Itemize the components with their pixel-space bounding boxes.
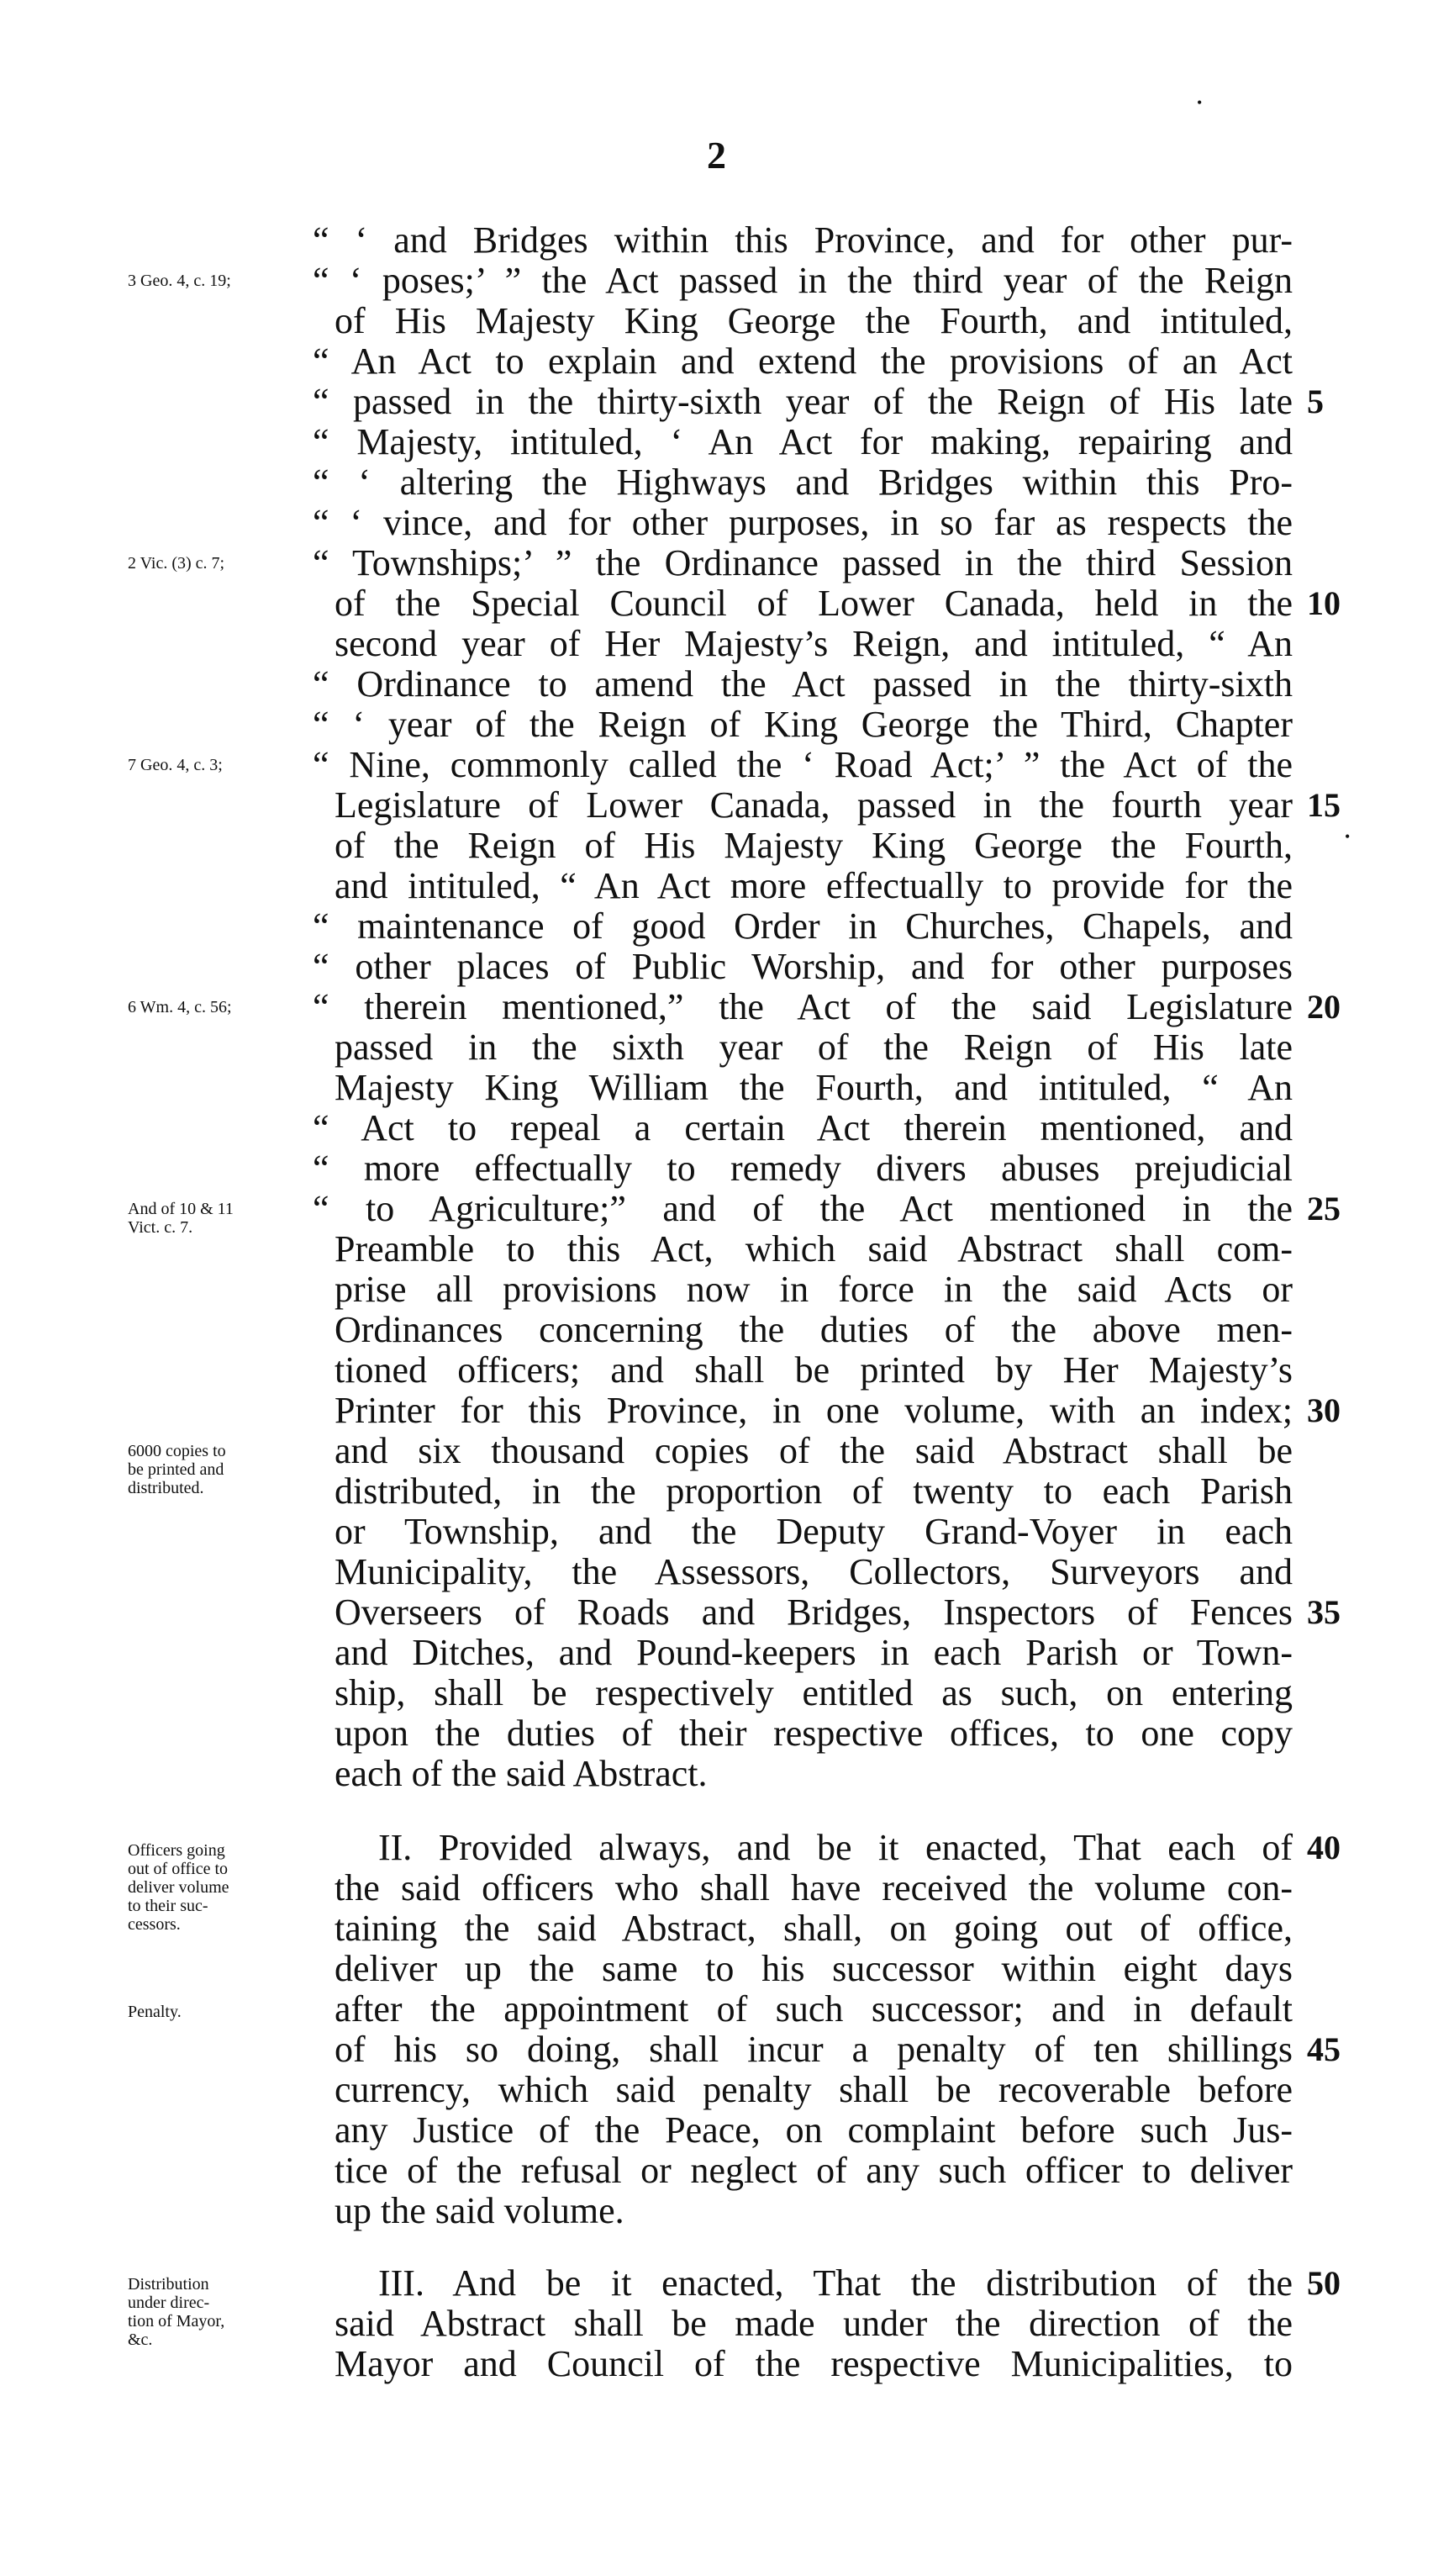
margin-note: And of 10 & 11 Vict. c. 7.: [128, 1200, 234, 1237]
line-number: 15: [1307, 786, 1341, 824]
text-line: the said officers who shall have received the volume con-: [335, 1867, 1293, 1908]
text-line: “ ‘ poses;’ ” the Act passed in the third year of the Reign: [313, 260, 1293, 301]
text-line: tioned officers; and shall be printed by Her Majesty’s: [335, 1349, 1293, 1391]
margin-note: 6 Wm. 4, c. 56;: [128, 998, 232, 1016]
text-line: Majesty King William the Fourth, and intituled, “ An: [335, 1067, 1293, 1108]
text-line: Municipality, the Assessors, Collectors, Surveyors and: [335, 1551, 1293, 1592]
text-line: “ ‘ vince, and for other purposes, in so far as respects the: [313, 502, 1293, 543]
line-number: 40: [1307, 1829, 1341, 1866]
page-number: 2: [707, 134, 726, 177]
text-line: “ ‘ and Bridges within this Province, and for other pur-: [313, 219, 1293, 261]
text-line: “ maintenance of good Order in Churches, Chapels, and: [313, 905, 1293, 947]
margin-note: Officers going out of office to deliver volume to their suc- cessors.: [128, 1841, 229, 1934]
text-line: after the appointment of such successor; and in default: [335, 1988, 1293, 2030]
text-line: Preamble to this Act, which said Abstract shall com-: [335, 1228, 1293, 1270]
section-heading-line: II. Provided always, and be it enacted, That each of: [378, 1827, 1293, 1868]
text-line: or Township, and the Deputy Grand-Voyer in each: [335, 1511, 1293, 1552]
text-line: “ to Agriculture;” and of the Act mentioned in the: [313, 1188, 1293, 1229]
text-line: of the Special Council of Lower Canada, held in the: [335, 583, 1293, 624]
text-line: deliver up the same to his successor within eight days: [335, 1948, 1293, 1989]
text-line: “ passed in the thirty-sixth year of the Reign of His late: [313, 381, 1293, 422]
line-number: 45: [1307, 2030, 1341, 2068]
margin-note: Distribution under direc- tion of Mayor, &c.: [128, 2275, 225, 2349]
text-line: Legislature of Lower Canada, passed in the fourth year: [335, 784, 1293, 826]
text-line: of the Reign of His Majesty King George the Fourth,: [335, 825, 1293, 866]
text-line: “ therein mentioned,” the Act of the said Legislature: [313, 986, 1293, 1027]
text-line: “ Townships;’ ” the Ordinance passed in the third Session: [313, 542, 1293, 583]
text-line: second year of Her Majesty’s Reign, and intituled, “ An: [335, 623, 1293, 664]
margin-note: 6000 copies to be printed and distributed.: [128, 1442, 226, 1497]
text-line: Printer for this Province, in one volume, with an index;: [335, 1390, 1293, 1431]
print-speck: •: [1345, 828, 1351, 845]
section-heading-line: III. And be it enacted, That the distribution of the: [378, 2262, 1293, 2304]
text-line: “ An Act to explain and extend the provisions of an Act: [313, 340, 1293, 382]
text-line: and Ditches, and Pound-keepers in each Parish or Town-: [335, 1632, 1293, 1673]
text-line: ship, shall be respectively entitled as such, on entering: [335, 1672, 1293, 1713]
text-line: “ ‘ year of the Reign of King George the Third, Chapter: [313, 704, 1293, 745]
margin-note: Penalty.: [128, 2003, 182, 2021]
print-speck: •: [1197, 94, 1203, 111]
text-line: currency, which said penalty shall be recoverable before: [335, 2069, 1293, 2110]
text-line: “ Nine, commonly called the ‘ Road Act;’ ” the Act of the: [313, 744, 1293, 785]
text-line: “ ‘ altering the Highways and Bridges within this Pro-: [313, 462, 1293, 503]
line-number: 30: [1307, 1391, 1341, 1429]
text-line: “ Act to repeal a certain Act therein mentioned, and: [313, 1107, 1293, 1148]
text-line: Overseers of Roads and Bridges, Inspectors of Fences: [335, 1592, 1293, 1633]
text-line: any Justice of the Peace, on complaint before such Jus-: [335, 2109, 1293, 2151]
margin-note: 3 Geo. 4, c. 19;: [128, 272, 231, 290]
text-line: distributed, in the proportion of twenty to each Parish: [335, 1470, 1293, 1512]
text-line: each of the said Abstract.: [335, 1753, 708, 1794]
text-line: Ordinances concerning the duties of the above men-: [335, 1309, 1293, 1350]
text-line: Mayor and Council of the respective Municipalities, to: [335, 2343, 1293, 2384]
text-line: prise all provisions now in force in the said Acts or: [335, 1269, 1293, 1310]
text-line: “ Majesty, intituled, ‘ An Act for making, repairing and: [313, 421, 1293, 462]
text-line: taining the said Abstract, shall, on going out of office,: [335, 1908, 1293, 1949]
text-line: said Abstract shall be made under the direction of the: [335, 2303, 1293, 2344]
text-line: upon the duties of their respective offices, to one copy: [335, 1713, 1293, 1754]
text-line: “ other places of Public Worship, and for other purposes: [313, 946, 1293, 987]
text-line: and six thousand copies of the said Abstract shall be: [335, 1430, 1293, 1471]
line-number: 20: [1307, 988, 1341, 1026]
margin-note: 7 Geo. 4, c. 3;: [128, 756, 223, 774]
text-line: and intituled, “ An Act more effectually to provide for the: [335, 865, 1293, 906]
text-line: up the said volume.: [335, 2190, 624, 2231]
text-line: of His Majesty King George the Fourth, and intituled,: [335, 300, 1293, 341]
line-number: 5: [1307, 383, 1324, 420]
margin-note: 2 Vic. (3) c. 7;: [128, 554, 225, 573]
text-line: of his so doing, shall incur a penalty of ten shillings: [335, 2029, 1293, 2070]
line-number: 25: [1307, 1190, 1341, 1227]
text-line: tice of the refusal or neglect of any such officer to deliver: [335, 2150, 1293, 2191]
line-number: 35: [1307, 1593, 1341, 1631]
line-number: 50: [1307, 2264, 1341, 2302]
line-number: 10: [1307, 584, 1341, 622]
text-line: “ Ordinance to amend the Act passed in the thirty-sixth: [313, 663, 1293, 705]
text-line: “ more effectually to remedy divers abuses prejudicial: [313, 1148, 1293, 1189]
text-line: passed in the sixth year of the Reign of His late: [335, 1027, 1293, 1068]
